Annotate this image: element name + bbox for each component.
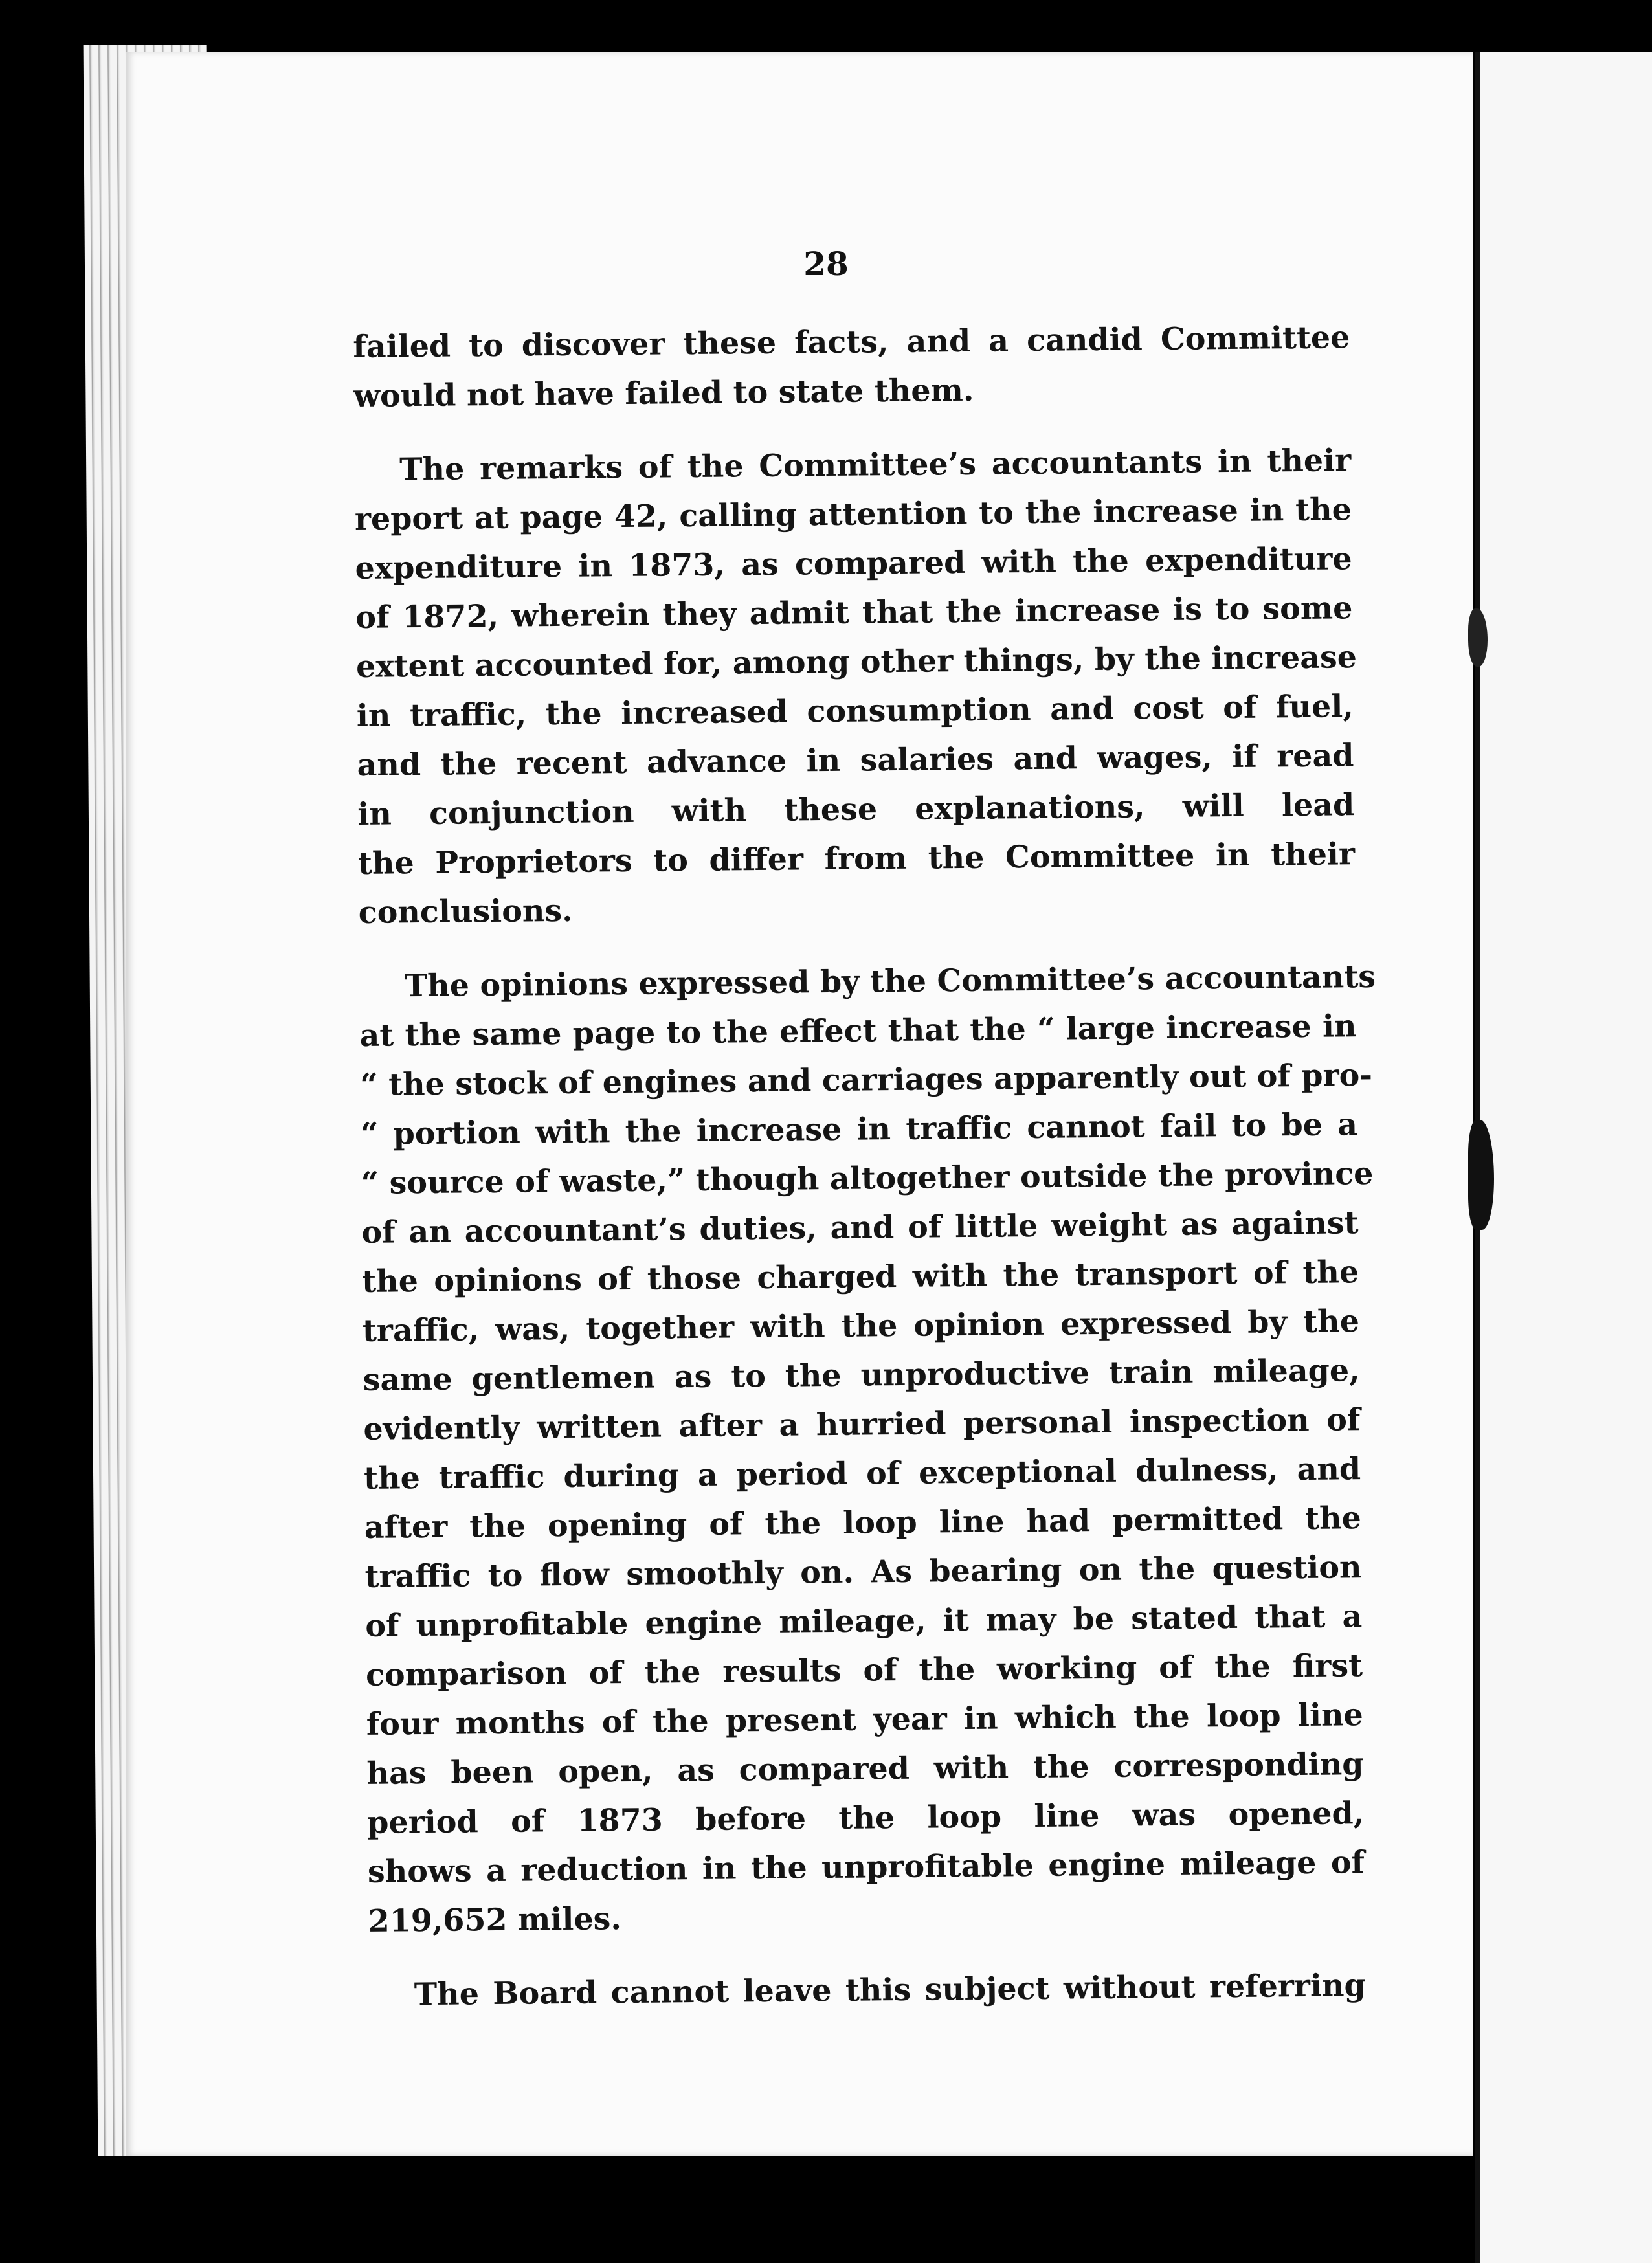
- text-line: traffic to flow smoothly on. As bearing on the question: [364, 1549, 1362, 1595]
- text-line: shows a reduction in the unprofitable engine mileage of: [367, 1844, 1365, 1890]
- page-number: 28: [803, 245, 849, 283]
- text-line: “ portion with the increase in traffic cannot fail to be a: [360, 1106, 1358, 1152]
- text-line: of unprofitable engine mileage, it may be stated that a: [365, 1598, 1363, 1644]
- text-line: the opinions of those charged with the transport of the: [361, 1254, 1359, 1300]
- text-line: after the opening of the loop line had permitted the: [364, 1500, 1362, 1546]
- text-line: of 1872, wherein they admit that the increase is to some: [355, 590, 1353, 636]
- body-text: [353, 313, 1376, 2020]
- text-line: has been open, as compared with the corresponding: [366, 1746, 1364, 1792]
- text-line: in traffic, the increased consumption and cost of fuel,: [356, 688, 1354, 734]
- text-line: four months of the present year in which the loop line: [366, 1697, 1363, 1743]
- text-line: expenditure in 1873, as compared with the expenditure: [355, 541, 1352, 586]
- text-line: the Proprietors to differ from the Committee in their: [357, 836, 1356, 882]
- text-line: same gentlemen as to the unproductive train mileage,: [363, 1352, 1360, 1398]
- text-line: of an accountant’s duties, and of little weight as against: [361, 1205, 1359, 1251]
- paragraph: [354, 436, 1356, 937]
- text-line: comparison of the results of the working of the first: [365, 1647, 1363, 1693]
- text-line: traffic, was, together with the opinion expressed by the: [362, 1303, 1360, 1349]
- text-line: The Board cannot leave this subject without referring: [414, 1967, 1367, 2013]
- text-line: report at page 42, calling attention to the increase in the: [354, 491, 1352, 537]
- paragraph: [368, 1961, 1366, 2020]
- text-line: conclusions.: [358, 892, 573, 931]
- text-line: would not have failed to state them.: [353, 372, 974, 414]
- text-line: evidently written after a hurried personal inspection of: [363, 1401, 1361, 1447]
- text-line: 219,652 miles.: [368, 1901, 622, 1939]
- text-line: period of 1873 before the loop line was opened,: [366, 1795, 1365, 1841]
- text-line: The remarks of the Committee’s accountants in their: [399, 442, 1352, 488]
- paragraph: [359, 952, 1376, 1946]
- text-line: extent accounted for, among other things, by the increase: [355, 639, 1357, 685]
- text-line: “ the stock of engines and carriages apparently out of pro-: [360, 1056, 1373, 1103]
- text-line: “ source of waste,” though altogether outside the province: [361, 1155, 1374, 1201]
- text-line: in conjunction with these explanations, will lead: [357, 786, 1355, 832]
- text-line: and the recent advance in salaries and wages, if read: [357, 737, 1354, 783]
- text-line: The opinions expressed by the Committee’s accountants: [404, 958, 1376, 1005]
- text-line: failed to discover these facts, and a candid Committee: [353, 319, 1350, 365]
- text-line: at the same page to the effect that the “ large increase in: [359, 1008, 1357, 1054]
- facing-page-edge: [1475, 52, 1652, 2263]
- text-line: the traffic during a period of exceptional dulness, and: [363, 1451, 1361, 1497]
- paragraph: [353, 313, 1350, 421]
- scan-background: [0, 2156, 1475, 2263]
